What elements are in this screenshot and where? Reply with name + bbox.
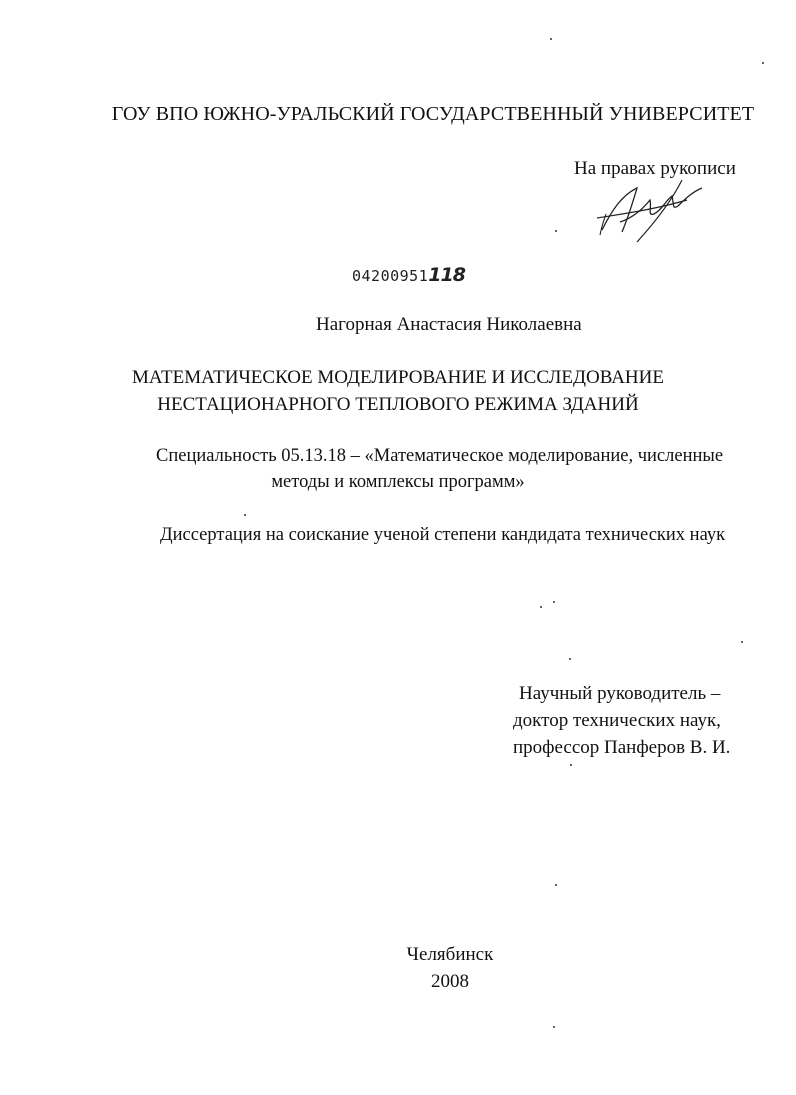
city: Челябинск <box>406 944 494 965</box>
supervisor-degree: доктор технических наук, <box>513 710 721 731</box>
scan-speck <box>569 658 571 660</box>
scan-speck <box>553 601 555 603</box>
inventory-stamp <box>352 264 465 286</box>
specialty-line-2: методы и комплексы программ» <box>271 472 525 492</box>
scan-speck <box>555 884 557 886</box>
handwritten-signature <box>592 170 722 250</box>
supervisor-name: профессор Панферов В. И. <box>513 737 731 758</box>
inventory-suffix: 118 <box>428 264 465 286</box>
thesis-title-line-2: НЕСТАЦИОНАРНОГО ТЕПЛОВОГО РЕЖИМА ЗДАНИЙ <box>157 394 639 415</box>
scan-speck <box>762 62 764 64</box>
scan-speck <box>550 38 552 40</box>
specialty-line-1: Специальность 05.13.18 – «Математическое моделирование, численные <box>156 446 724 466</box>
scan-speck <box>570 764 572 766</box>
supervisor-role: Научный руководитель – <box>519 683 721 704</box>
university-header: ГОУ ВПО ЮЖНО-УРАЛЬСКИЙ ГОСУДАРСТВЕННЫЙ УНИВЕРСИТЕТ <box>111 103 755 125</box>
scan-speck <box>244 514 246 516</box>
degree-statement: Диссертация на соискание ученой степени кандидата технических наук <box>160 525 726 545</box>
scan-speck <box>741 641 743 643</box>
scan-speck <box>555 230 557 232</box>
year: 2008 <box>431 971 469 992</box>
rights-note: На правах рукописи <box>574 158 736 179</box>
scan-speck <box>540 606 542 608</box>
inventory-number: 04200951 <box>352 267 429 285</box>
author-name: Нагорная Анастасия Николаевна <box>316 314 582 335</box>
scan-speck <box>553 1026 555 1028</box>
thesis-title-line-1: МАТЕМАТИЧЕСКОЕ МОДЕЛИРОВАНИЕ И ИССЛЕДОВАНИЕ <box>132 367 664 388</box>
